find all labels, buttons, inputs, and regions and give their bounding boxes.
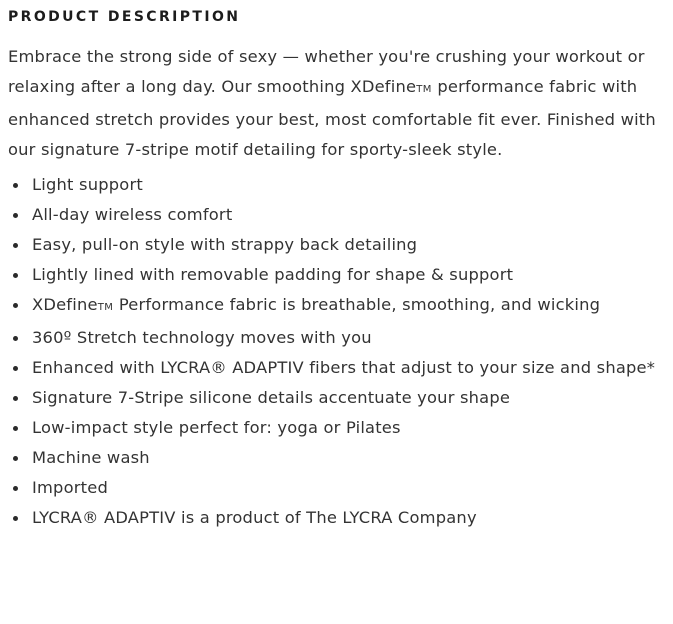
list-item <box>8 170 658 200</box>
bullet-icon <box>13 516 18 521</box>
list-item <box>8 230 658 260</box>
list-item <box>8 473 658 503</box>
feature-text: Light support <box>32 175 143 194</box>
product-description-text <box>8 42 658 165</box>
feature-text: Signature 7-Stripe silicone details accentuate your shape <box>32 388 511 407</box>
bullet-icon <box>13 426 18 431</box>
bullet-icon <box>13 336 18 341</box>
list-item <box>8 413 658 443</box>
bullet-icon <box>13 183 18 188</box>
feature-text: Enhanced with LYCRA® ADAPTIV fibers that adjust to your size and shape* <box>32 358 656 377</box>
product-description-section <box>8 0 658 533</box>
feature-text-part: Performance fabric is breathable, smoothing, and wicking <box>113 295 601 314</box>
feature-text: Imported <box>32 478 108 497</box>
list-item <box>8 260 658 290</box>
list-item <box>8 200 658 230</box>
bullet-icon <box>13 396 18 401</box>
feature-text: Easy, pull-on style with strappy back detailing <box>32 235 418 254</box>
bullet-icon <box>13 456 18 461</box>
feature-list <box>8 170 658 533</box>
feature-text: LYCRA® ADAPTIV is a product of The LYCRA Company <box>32 508 477 527</box>
description-text-part: Embrace the strong side of sexy — whether you're crushing your workout or relaxing after a long day. Our smoothing XDefine <box>8 47 645 96</box>
bullet-icon <box>13 366 18 371</box>
list-item <box>8 290 658 323</box>
feature-text: 360º Stretch technology moves with you <box>32 328 372 347</box>
bullet-icon <box>13 273 18 278</box>
bullet-icon <box>13 243 18 248</box>
bullet-icon <box>13 486 18 491</box>
list-item <box>8 443 658 473</box>
list-item <box>8 383 658 413</box>
list-item <box>8 353 658 383</box>
list-item <box>8 503 658 533</box>
trademark-mark: TM <box>416 84 432 95</box>
feature-text: Machine wash <box>32 448 150 467</box>
feature-text: All-day wireless comfort <box>32 205 233 224</box>
description-text-part: performance fabric with enhanced stretch provides your best, most comfortable fit ever. Finished with our signature 7-stripe motif detailing for sporty-sleek style. <box>8 77 656 159</box>
section-heading: PRODUCT DESCRIPTION <box>8 9 241 25</box>
bullet-icon <box>13 213 18 218</box>
list-item <box>8 323 658 353</box>
feature-text: Low-impact style perfect for: yoga or Pilates <box>32 418 401 437</box>
bullet-icon <box>13 303 18 308</box>
trademark-mark: TM <box>97 302 114 313</box>
feature-text-part: XDefine <box>32 295 98 314</box>
feature-text: Lightly lined with removable padding for shape & support <box>32 265 514 284</box>
